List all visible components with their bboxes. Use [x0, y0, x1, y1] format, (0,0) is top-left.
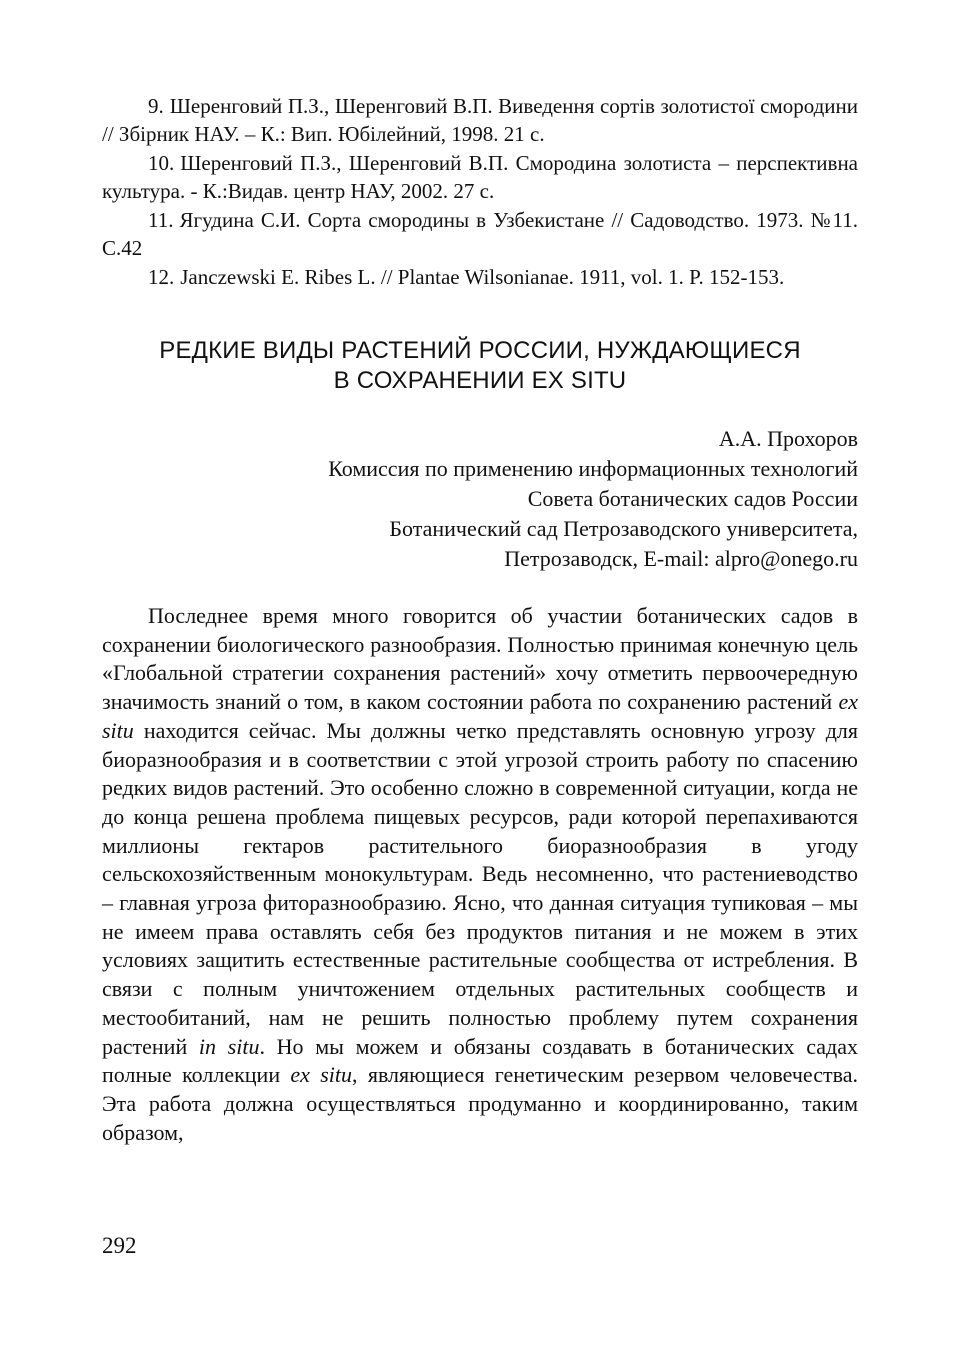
body-text-run: , являющиеся генетическим резервом человечества. Эта работа должна осуществляться продуманно и координированно, таким образом, [102, 1062, 858, 1145]
body-italic-term: ex situ [290, 1062, 353, 1088]
affiliation-line: Комиссия по применению информационных технологий [328, 456, 858, 481]
reference-number: 12. [148, 265, 175, 289]
author-name: А.А. Прохоров [718, 426, 858, 451]
affiliation-line: Ботанический сад Петрозаводского университета, [389, 516, 858, 541]
page-number: 292 [102, 1233, 137, 1258]
reference-item [102, 92, 858, 148]
body-text-run: находится сейчас. Мы должны четко представлять основную угрозу для биоразнообразия и в соответствии с этой угрозой строить работу по спасению редких видов растений. Это особенно сложно в современной ситуации, когда не до конца решена проблема пищевых ресурсов, ради которой перепахиваются миллионы гектаров растительного биоразнообразия в угоду сельскохозяйственным монокультурам. Ведь несомненно, что растениеводство – главная угроза фиторазнообразию. Ясно, что данная ситуация тупиковая – мы не имеем права оставлять себя без продуктов питания и не можем в этих условиях защитить естественные растительные сообщества от истребления. В связи с полным уничтожением отдельных растительных сообществ и местообитаний, нам не решить полностью проблему путем сохранения растений [102, 717, 858, 1059]
reference-text: Шеренговий П.З., Шеренговий В.П. Смородина золотиста – перспективна культура. - К.:Видав. центр НАУ, 2002. 27 с. [102, 151, 858, 203]
reference-text: Шеренговий П.З., Шеренговий В.П. Виведення сортів золотистої смородини // Збірник НАУ. – К.: Вип. Юбілейний, 1998. 21 с. [102, 94, 858, 146]
reference-number: 10. [148, 151, 175, 175]
reference-text: Janczewski E. Ribes L. // Plantae Wilsonianae. 1911, vol. 1. P. 152-153. [180, 265, 785, 289]
body-paragraph [102, 602, 858, 1147]
body-text-run: . Но мы можем и обязаны создавать в ботанических садах полные коллекции [102, 1033, 858, 1088]
reference-item [102, 206, 858, 262]
reference-text: Ягудина С.И. Сорта смородины в Узбекистане // Садоводство. 1973. №11. С.42 [102, 208, 858, 260]
affiliation-line: Петрозаводск, E-mail: alpro@onego.ru [504, 546, 858, 571]
reference-number: 11. [148, 208, 174, 232]
affiliation-line: Совета ботанических садов России [527, 486, 858, 511]
reference-list [102, 92, 858, 292]
body-italic-term: in situ [198, 1033, 260, 1059]
article-body [102, 602, 858, 1147]
article-title-line: В СОХРАНЕНИИ EX SITU [333, 367, 627, 394]
reference-item [102, 263, 858, 291]
author-block [102, 424, 858, 574]
reference-number: 9. [148, 94, 164, 118]
article-title-line: РЕДКИЕ ВИДЫ РАСТЕНИЙ РОССИИ, НУЖДАЮЩИЕСЯ [159, 337, 801, 364]
body-text-run: Последнее время много говорится об участии ботанических садов в сохранении биологического разнообразия. Полностью принимая конечную цель «Глобальной стратегии сохранения растений» хочу отметить первоочередную значимость знаний о том, в каком состоянии работа по сохранению растений [102, 603, 858, 715]
body-italic-term: ex situ [102, 689, 858, 743]
reference-item [102, 149, 858, 205]
article-title [102, 336, 858, 396]
